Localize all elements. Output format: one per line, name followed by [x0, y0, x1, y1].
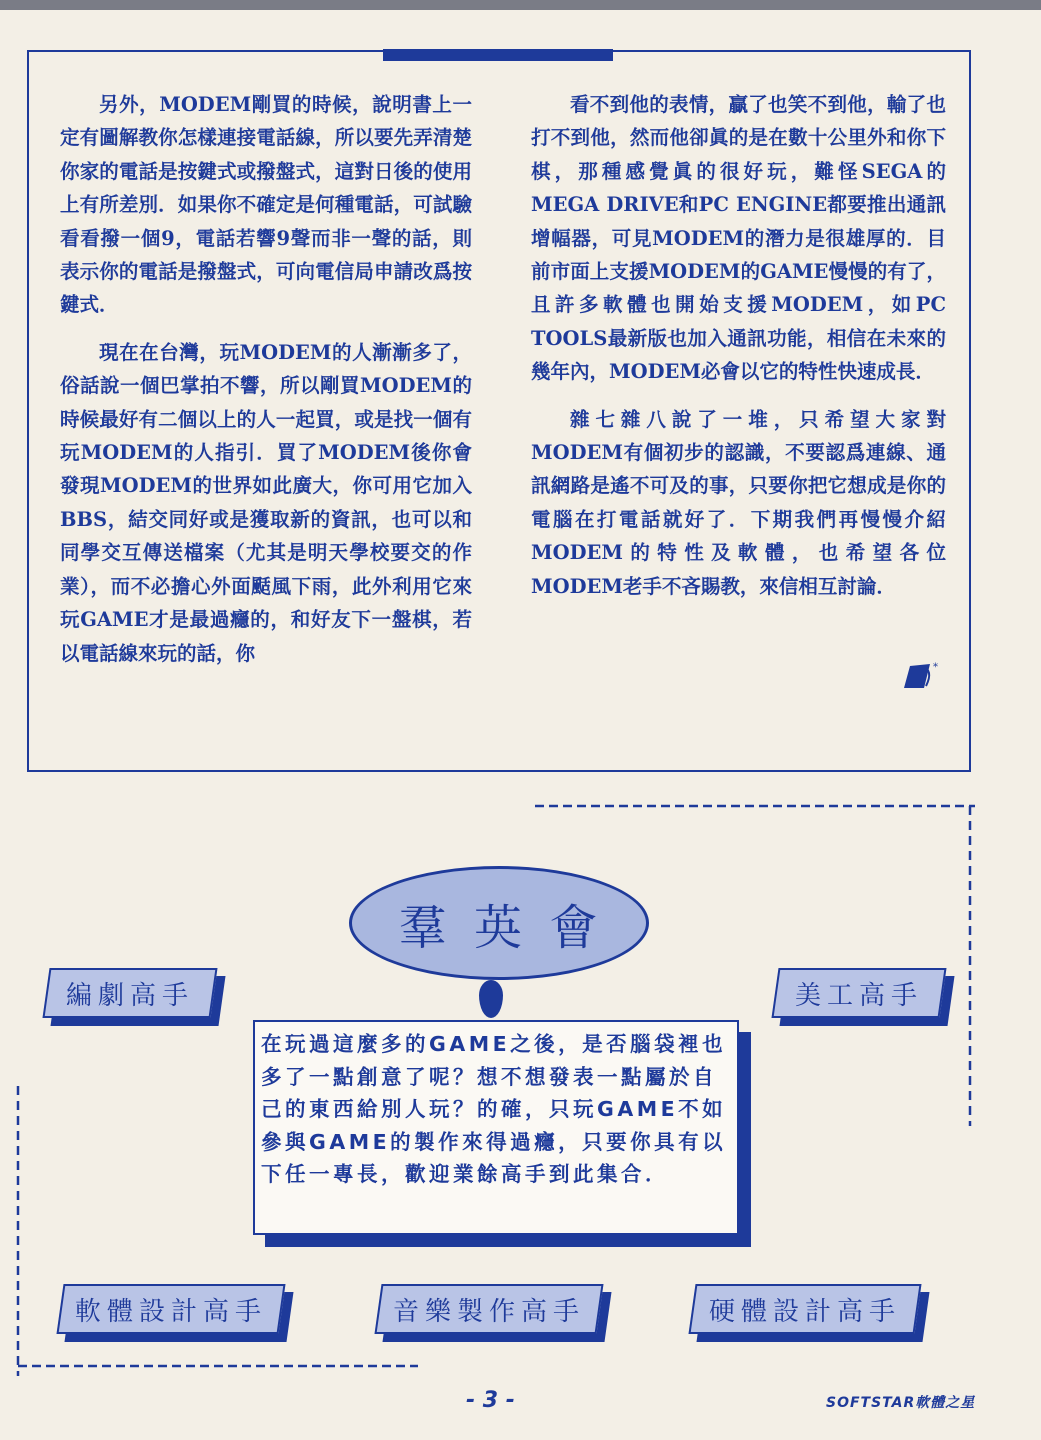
- dashed-border-right: [960, 806, 980, 1126]
- tag-artist: 美工高手: [775, 968, 943, 1018]
- title-char: 英: [473, 899, 524, 956]
- drop-connector: [479, 980, 503, 1018]
- article-right-column: [531, 88, 946, 617]
- article-left-column: [60, 88, 472, 684]
- paragraph: 雜七雜八說了一堆，只希望大家對MODEM有個初步的認識，不要認爲連線、通訊網路是遙不可及的事，只要你把它想成是你的電腦在打電話就好了．下期我們再慢慢介紹MODEM的特性及軟體，也希望各位MODEM老手不吝賜教，來信相互討論．: [531, 407, 946, 598]
- brand-footer: SOFTSTAR軟體之星: [826, 1395, 976, 1411]
- title-char: 會: [549, 899, 600, 956]
- invitation-text: 在玩過這麼多的GAME之後，是否腦袋裡也多了一點創意了呢？想不想發表一點屬於自己的東西給別人玩？的確，只玩GAME不如參與GAME的製作來得過癮，只要你具有以下任一專長，歡迎業餘高手到此集合．: [261, 1032, 727, 1186]
- svg-text:*: *: [933, 662, 938, 673]
- dashed-border-top: [535, 796, 975, 816]
- paragraph: 現在在台灣，玩MODEM的人漸漸多了，俗話說一個巴掌拍不響，所以剛買MODEM的時候最好有二個以上的人一起買，或是找一個有玩MODEM的人指引．買了MODEM後你會發現MODEM的世界如此廣大，你可用它加入BBS，結交同好或是獲取新的資訊，也可以和同學交互傳送檔案（尤其是明天學校要交的作業），而不必擔心外面颳風下雨，此外利用它來玩GAME才是最過癮的，和好友下一盤棋，若以電話線來玩的話，你: [60, 340, 472, 665]
- dashed-border-bottom: [18, 1356, 418, 1376]
- top-edge-bar: [0, 0, 1041, 10]
- tag-writer: 編劇高手: [46, 968, 214, 1018]
- tag-software: 軟體設計高手: [60, 1284, 282, 1334]
- frame-top-tab: [383, 49, 613, 61]
- paragraph: 另外，MODEM剛買的時候，說明書上一定有圖解教你怎樣連接電話線，所以要先弄清楚你家的電話是按鍵式或撥盤式，這對日後的使用上有所差別．如果你不確定是何種電話，可試驗看看撥一個9，電話若響9聲而非一聲的話，則表示你的電話是撥盤式，可向電信局申請改爲按鍵式．: [60, 93, 472, 317]
- end-mark-icon: [900, 660, 940, 692]
- tag-hardware: 硬體設計高手: [692, 1284, 918, 1334]
- page-number: - 3 -: [466, 1388, 515, 1413]
- title-char: 羣: [398, 899, 449, 956]
- recruit-title: [349, 866, 649, 980]
- paragraph: 看不到他的表情，贏了也笑不到他，輸了也打不到他，然而他卻眞的是在數十公里外和你下棋，那種感覺眞的很好玩，難怪SEGA的MEGA DRIVE和PC ENGINE都要推出通訊增幅器，可見MODEM的潛力是很雄厚的．目前市面上支援MODEM的GAME慢慢的有了，且許多軟體也開始支援MODEM，如PC TOOLS最新版也加入通訊功能，相信在未來的幾年內，MODEM必會以它的特性快速成長．: [531, 93, 946, 384]
- dashed-border-left: [8, 1086, 28, 1376]
- invitation-box: [253, 1020, 739, 1235]
- tag-music: 音樂製作高手: [378, 1284, 600, 1334]
